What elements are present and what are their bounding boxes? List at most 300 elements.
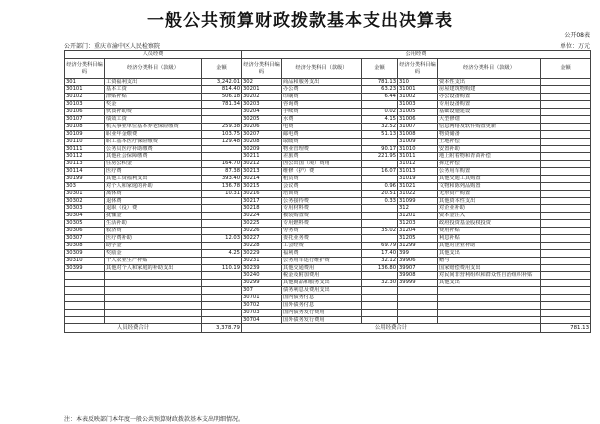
goods-subject-cell: 劳务费 [282,227,362,234]
personnel-amount-cell: 506.18 [202,93,242,100]
goods-subject-cell: 因公出国（境）费用 [282,160,362,167]
col-header-amount: 金额 [202,59,242,79]
capital-subject-cell: 基础设施建设 [438,108,541,115]
personnel-amount-cell [202,302,242,309]
goods-code-cell: 30225 [242,220,282,227]
goods-amount-cell [362,220,398,227]
goods-subject-cell: 手续费 [282,108,362,115]
personnel-code-cell: 30114 [65,168,105,175]
goods-amount-cell [362,205,398,212]
capital-amount-cell [541,317,591,324]
personnel-total-value: 3,378.79 [202,324,242,333]
goods-subject-cell: 邮电费 [282,131,362,138]
table-row [65,101,591,108]
table-row [65,190,591,197]
personnel-amount-cell [202,145,242,152]
personnel-subject-cell: 职业年金缴费 [105,131,202,138]
capital-code-cell: 31010 [398,145,438,152]
capital-amount-cell [541,205,591,212]
goods-code-cell: 30239 [242,264,282,271]
capital-amount-cell [541,257,591,264]
capital-amount-cell [541,123,591,130]
table-row [65,242,591,249]
capital-code-cell: 31022 [398,190,438,197]
goods-amount-cell: 51.13 [362,131,398,138]
capital-subject-cell: 信息网络及软件购置更新 [438,123,541,130]
capital-subject-cell [438,309,541,316]
capital-code-cell: 31012 [398,160,438,167]
personnel-subject-cell: 公务员医疗补助缴费 [105,145,202,152]
personnel-subject-cell: 工资福利支出 [105,79,202,86]
goods-subject-cell: 维修（护）费 [282,168,362,175]
capital-code-cell: 31204 [398,227,438,234]
personnel-code-cell [65,294,105,301]
capital-code-cell: 31019 [398,175,438,182]
personnel-amount-cell [202,309,242,316]
capital-code-cell: 31008 [398,131,438,138]
personnel-subject-cell [105,287,202,294]
capital-code-cell: 39908 [398,272,438,279]
personnel-subject-cell: 职工基本医疗保险缴费 [105,138,202,145]
capital-amount-cell [541,116,591,123]
goods-amount-cell: 20.51 [362,190,398,197]
capital-code-cell: 39907 [398,264,438,271]
capital-amount-cell [541,108,591,115]
goods-code-cell: 30213 [242,168,282,175]
table-row [65,175,591,182]
goods-code-cell: 30704 [242,317,282,324]
capital-subject-cell: 其他交通工具购置 [438,175,541,182]
personnel-amount-cell: 259.38 [202,123,242,130]
capital-code-cell: 31001 [398,86,438,93]
personnel-amount-cell: 164.70 [202,160,242,167]
table-group-header-row [65,51,591,59]
goods-amount-cell: 32.30 [362,279,398,286]
table-row [65,220,591,227]
personnel-amount-cell [202,220,242,227]
capital-code-cell: 31201 [398,212,438,219]
personnel-amount-cell [202,272,242,279]
goods-code-cell: 302 [242,79,282,86]
goods-code-cell: 30299 [242,279,282,286]
personnel-subject-cell [105,302,202,309]
capital-subject-cell: 国家赔偿费用支出 [438,264,541,271]
personnel-code-cell: 30102 [65,93,105,100]
capital-code-cell: 310 [398,79,438,86]
personnel-amount-cell: 129.48 [202,138,242,145]
capital-code-cell: 31203 [398,220,438,227]
personnel-amount-cell: 814.40 [202,86,242,93]
goods-subject-cell: 差旅费 [282,153,362,160]
personnel-amount-cell: 136.78 [202,183,242,190]
personnel-subject-cell: 机关事业单位基本养老保险缴费 [105,123,202,130]
personnel-amount-cell [202,242,242,249]
goods-amount-cell [362,272,398,279]
goods-amount-cell [362,138,398,145]
table-row [65,198,591,205]
capital-code-cell [398,317,438,324]
table-row [65,168,591,175]
table-row [65,250,591,257]
personnel-code-cell: 30101 [65,86,105,93]
capital-subject-cell: 资本金注入 [438,212,541,219]
table-column-header-row [65,59,591,79]
personnel-code-cell: 30103 [65,101,105,108]
personnel-amount-cell: 10.31 [202,190,242,197]
personnel-subject-cell [105,279,202,286]
goods-subject-cell: 会议费 [282,183,362,190]
col-header-subject: 经济分类科目（款级） [282,59,362,79]
goods-amount-cell [362,294,398,301]
goods-code-cell: 30208 [242,138,282,145]
capital-amount-cell [541,294,591,301]
capital-amount-cell [541,160,591,167]
capital-amount-cell [541,250,591,257]
goods-code-cell: 30212 [242,160,282,167]
personnel-subject-cell: 医疗费补助 [105,235,202,242]
goods-amount-cell: 32.12 [362,257,398,264]
personnel-total-label: 人员经费合计 [65,324,202,333]
goods-subject-cell: 其他商品和服务支出 [282,279,362,286]
personnel-code-cell: 30308 [65,242,105,249]
goods-amount-cell: 17.40 [362,250,398,257]
capital-code-cell: 31009 [398,138,438,145]
table-row [65,131,591,138]
personnel-code-cell: 30111 [65,145,105,152]
personnel-amount-cell: 781.34 [202,101,242,108]
capital-subject-cell [438,317,541,324]
personnel-code-cell [65,317,105,324]
goods-amount-cell: 781.13 [362,79,398,86]
page-title: 一般公共预算财政拨款基本支出决算表 [147,11,453,31]
public-total-label: 公用经费合计 [242,324,541,333]
personnel-amount-cell: 3,242.01 [202,79,242,86]
table-row [65,317,591,324]
personnel-code-cell: 30399 [65,264,105,271]
goods-code-cell: 30240 [242,272,282,279]
capital-code-cell [398,309,438,316]
capital-code-cell [398,287,438,294]
personnel-subject-cell: 奖励金 [105,250,202,257]
table-row [65,160,591,167]
capital-subject-cell: 其他支出 [438,250,541,257]
table-row [65,212,591,219]
table-body [65,79,591,324]
personnel-subject-cell: 抚恤金 [105,212,202,219]
personnel-amount-cell [202,108,242,115]
table-row [65,294,591,301]
capital-amount-cell [541,101,591,108]
goods-amount-cell [362,175,398,182]
personnel-code-cell: 30109 [65,131,105,138]
personnel-subject-cell: 个人农业生产补贴 [105,257,202,264]
table-row [65,257,591,264]
personnel-subject-cell: 医疗费 [105,168,202,175]
capital-code-cell: 39999 [398,279,438,286]
table-row [65,205,591,212]
capital-code-cell: 31021 [398,183,438,190]
goods-amount-cell [362,317,398,324]
personnel-amount-cell [202,287,242,294]
capital-amount-cell [541,79,591,86]
col-header-amount: 金额 [541,59,591,79]
personnel-code-cell: 30108 [65,123,105,130]
capital-subject-cell: 地上附着物和青苗补偿 [438,153,541,160]
goods-subject-cell: 其他交通费用 [282,264,362,271]
personnel-code-cell: 301 [65,79,105,86]
public-total-value: 781.13 [541,324,591,333]
table-row [65,79,591,86]
personnel-subject-cell [105,272,202,279]
capital-amount-cell [541,287,591,294]
personnel-subject-cell: 伙食补助费 [105,108,202,115]
personnel-subject-cell [105,317,202,324]
goods-subject-cell: 专用燃料费 [282,220,362,227]
personnel-amount-cell [202,257,242,264]
table-row [65,264,591,271]
personnel-amount-cell: 103.75 [202,131,242,138]
capital-code-cell [398,294,438,301]
capital-subject-cell: 赠与 [438,257,541,264]
col-header-code: 经济分类科目编码 [398,59,438,79]
goods-code-cell: 30701 [242,294,282,301]
personnel-subject-cell: 生活补助 [105,220,202,227]
goods-code-cell: 30228 [242,242,282,249]
goods-code-cell: 307 [242,287,282,294]
goods-code-cell: 30226 [242,227,282,234]
table-row [65,86,591,93]
capital-code-cell: 39906 [398,257,438,264]
goods-code-cell: 30224 [242,212,282,219]
personnel-amount-cell [202,212,242,219]
capital-code-cell: 31099 [398,198,438,205]
goods-subject-cell: 商品和服务支出 [282,79,362,86]
personnel-code-cell: 30106 [65,108,105,115]
goods-amount-cell [362,302,398,309]
capital-subject-cell: 物资储备 [438,131,541,138]
personnel-code-cell: 30112 [65,153,105,160]
personnel-code-cell [65,279,105,286]
capital-amount-cell [541,183,591,190]
table-row [65,93,591,100]
goods-amount-cell [362,235,398,242]
goods-subject-cell: 培训费 [282,190,362,197]
goods-amount-cell: 221.95 [362,153,398,160]
capital-subject-cell: 费用补贴 [438,227,541,234]
personnel-code-cell: 30110 [65,138,105,145]
goods-subject-cell: 国内债务付息 [282,294,362,301]
goods-subject-cell: 印刷费 [282,93,362,100]
personnel-amount-cell [202,153,242,160]
personnel-code-cell [65,309,105,316]
personnel-code-cell: 30199 [65,175,105,182]
capital-amount-cell [541,93,591,100]
goods-subject-cell: 国外债务付息 [282,302,362,309]
capital-subject-cell: 政府投资基金股权投资 [438,220,541,227]
goods-amount-cell: 69.79 [362,242,398,249]
capital-code-cell: 31299 [398,242,438,249]
personnel-amount-cell [202,198,242,205]
capital-amount-cell [541,212,591,219]
personnel-amount-cell: 4.25 [202,250,242,257]
expenditure-table [64,50,591,333]
capital-amount-cell [541,242,591,249]
table-row [65,153,591,160]
goods-amount-cell [362,309,398,316]
capital-code-cell: 31013 [398,168,438,175]
capital-amount-cell [541,302,591,309]
capital-subject-cell: 文物和陈列品购置 [438,183,541,190]
col-header-code: 经济分类科目编码 [242,59,282,79]
goods-code-cell: 30229 [242,250,282,257]
personnel-amount-cell [202,227,242,234]
col-header-subject: 经济分类科目（款级） [438,59,541,79]
capital-amount-cell [541,190,591,197]
capital-amount-cell [541,153,591,160]
capital-code-cell: 31005 [398,108,438,115]
capital-subject-cell [438,287,541,294]
table-row [65,272,591,279]
personnel-amount-cell: 87.38 [202,168,242,175]
goods-amount-cell: 35.02 [362,227,398,234]
capital-code-cell: 31003 [398,101,438,108]
table-row [65,183,591,190]
personnel-amount-cell [202,116,242,123]
personnel-subject-cell: 退职（役）费 [105,205,202,212]
personnel-subject-cell: 基本工资 [105,86,202,93]
capital-subject-cell: 利息补贴 [438,235,541,242]
personnel-subject-cell: 其他对个人和家庭的补助支出 [105,264,202,271]
goods-code-cell: 30201 [242,86,282,93]
goods-code-cell: 30702 [242,302,282,309]
goods-subject-cell: 被装购置费 [282,212,362,219]
goods-subject-cell: 取暖费 [282,138,362,145]
capital-amount-cell [541,131,591,138]
table-row [65,145,591,152]
personnel-subject-cell: 绩效工资 [105,116,202,123]
table-row [65,108,591,115]
capital-amount-cell [541,279,591,286]
personnel-group-header: 人员经费 [65,51,242,59]
goods-amount-cell [362,160,398,167]
goods-code-cell: 30202 [242,93,282,100]
capital-amount-cell [541,145,591,152]
goods-amount-cell: 136.80 [362,264,398,271]
personnel-code-cell: 30306 [65,227,105,234]
personnel-code-cell: 30301 [65,190,105,197]
personnel-subject-cell [105,309,202,316]
capital-subject-cell [438,294,541,301]
goods-subject-cell: 债务利息及费用支出 [282,287,362,294]
goods-subject-cell: 福利费 [282,250,362,257]
personnel-amount-cell: 12.03 [202,235,242,242]
capital-subject-cell: 其他支出 [438,279,541,286]
personnel-subject-cell: 其他工资福利支出 [105,175,202,182]
personnel-code-cell: 30307 [65,235,105,242]
personnel-code-cell: 30113 [65,160,105,167]
goods-amount-cell [362,287,398,294]
capital-subject-cell: 安置补助 [438,145,541,152]
capital-subject-cell [438,302,541,309]
personnel-subject-cell: 助学金 [105,242,202,249]
goods-subject-cell: 国内债务发行费用 [282,309,362,316]
capital-amount-cell [541,175,591,182]
personnel-subject-cell: 离休费 [105,190,202,197]
personnel-amount-cell: 393.40 [202,175,242,182]
goods-code-cell: 30211 [242,153,282,160]
goods-code-cell: 30216 [242,190,282,197]
goods-amount-cell: 4.15 [362,116,398,123]
capital-subject-cell: 对企业补助 [438,205,541,212]
goods-amount-cell: 0.33 [362,198,398,205]
capital-code-cell [398,302,438,309]
goods-subject-cell: 公务用车运行维护费 [282,257,362,264]
personnel-code-cell: 30304 [65,212,105,219]
personnel-code-cell: 30303 [65,205,105,212]
capital-subject-cell: 公务用车购置 [438,168,541,175]
public-group-header: 公用经费 [242,51,591,59]
personnel-subject-cell: 对个人和家庭的补助 [105,183,202,190]
department-label: 公开部门：重庆市渝中区人民检察院 [64,43,161,50]
capital-subject-cell: 其他对企业补助 [438,242,541,249]
goods-subject-cell: 物业管理费 [282,145,362,152]
col-header-subject: 经济分类科目（款级） [105,59,202,79]
table-row [65,235,591,242]
capital-subject-cell: 对民间非营利组织和群众性自治组织补贴 [438,272,541,279]
capital-code-cell: 31205 [398,235,438,242]
goods-subject-cell: 税金及附加费用 [282,272,362,279]
personnel-code-cell: 30107 [65,116,105,123]
personnel-code-cell: 30309 [65,250,105,257]
capital-subject-cell: 资本性支出 [438,79,541,86]
capital-subject-cell: 房屋建筑物购建 [438,86,541,93]
personnel-subject-cell: 住房公积金 [105,160,202,167]
footnote: 注：本表反映部门本年度一般公共预算财政拨款基本支出明细情况。 [64,416,245,423]
capital-amount-cell [541,272,591,279]
goods-code-cell: 30218 [242,205,282,212]
goods-subject-cell: 专用材料费 [282,205,362,212]
goods-code-cell: 30214 [242,175,282,182]
capital-subject-cell: 拆迁补偿 [438,160,541,167]
table-row [65,123,591,130]
capital-amount-cell [541,309,591,316]
form-number: 公开08表 [564,32,590,39]
goods-subject-cell: 办公费 [282,86,362,93]
goods-code-cell: 30703 [242,309,282,316]
goods-code-cell: 30227 [242,235,282,242]
capital-amount-cell [541,138,591,145]
capital-code-cell: 312 [398,205,438,212]
goods-amount-cell [362,101,398,108]
capital-subject-cell: 土地补偿 [438,138,541,145]
personnel-code-cell: 30310 [65,257,105,264]
goods-code-cell: 30215 [242,183,282,190]
table-row [65,302,591,309]
personnel-subject-cell: 救济费 [105,227,202,234]
personnel-code-cell [65,272,105,279]
goods-amount-cell: 6.44 [362,93,398,100]
capital-code-cell: 399 [398,250,438,257]
personnel-code-cell: 30305 [65,220,105,227]
personnel-subject-cell [105,294,202,301]
goods-subject-cell: 公务接待费 [282,198,362,205]
personnel-subject-cell: 奖金 [105,101,202,108]
capital-amount-cell [541,86,591,93]
personnel-amount-cell [202,317,242,324]
capital-subject-cell: 大型修缮 [438,116,541,123]
unit-label: 单位：万元 [559,43,590,50]
goods-code-cell: 30204 [242,108,282,115]
